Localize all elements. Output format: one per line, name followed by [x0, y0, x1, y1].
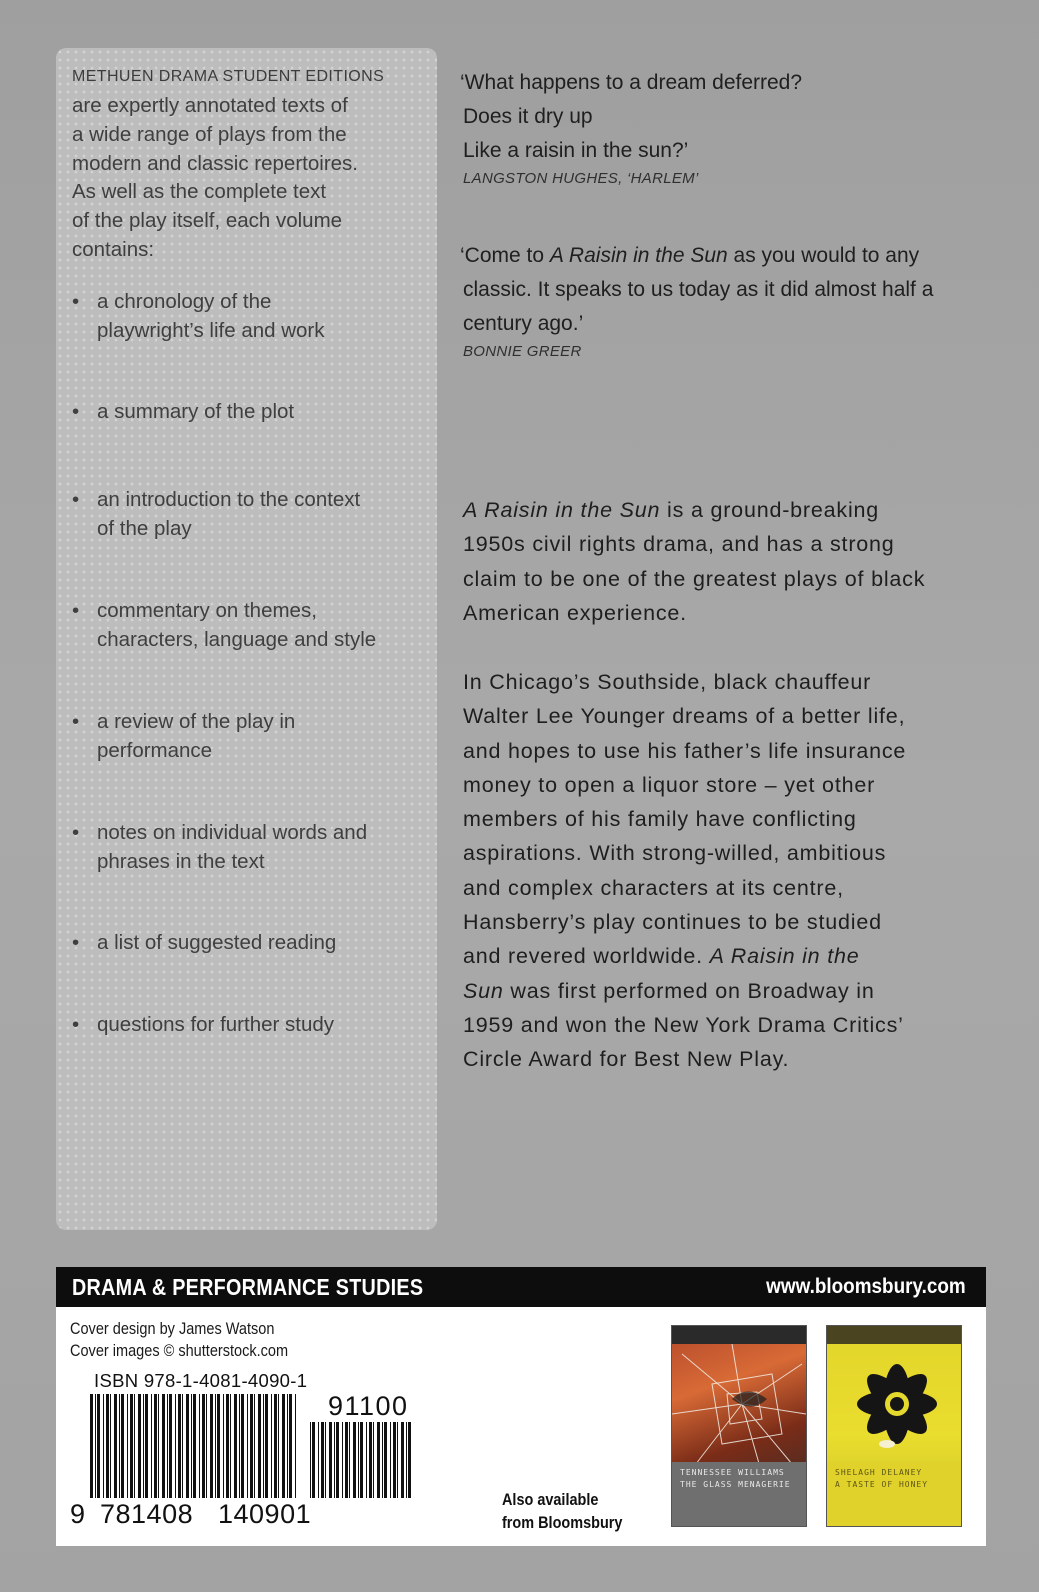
barcode-bar — [408, 1422, 411, 1498]
blurb-line: In Chicago’s Southside, black chauffeur — [463, 670, 872, 694]
barcode-bar — [145, 1394, 148, 1498]
barcode-bar — [178, 1394, 181, 1498]
quote-line: century ago.’ — [463, 312, 584, 335]
barcode-bar — [106, 1394, 109, 1498]
quote-attribution: LANGSTON HUGHES, ‘HARLEM’ — [463, 170, 699, 187]
barcode-bar — [226, 1394, 229, 1498]
blurb-line: Walter Lee Younger dreams of a better life, — [463, 704, 906, 729]
barcode-bar — [263, 1394, 264, 1498]
barcode-bar — [321, 1422, 324, 1498]
thumb-title: THE GLASS MENAGERIE — [680, 1480, 791, 1489]
barcode-bar — [334, 1422, 335, 1498]
blurb-line: aspirations. With strong-willed, ambitious — [463, 841, 887, 866]
thumb-author: TENNESSEE WILLIAMS — [680, 1468, 785, 1477]
barcode-bar — [182, 1394, 183, 1498]
barcode-bar — [175, 1394, 176, 1498]
barcode-bar — [127, 1394, 128, 1498]
barcode-bar — [397, 1422, 398, 1498]
barcode-bar — [377, 1422, 380, 1498]
blurb-intro — [463, 493, 993, 630]
intro-line: are expertly annotated texts of — [72, 94, 348, 117]
barcode-bar — [134, 1394, 135, 1498]
bullet-icon: • — [72, 599, 80, 622]
feature-text: an introduction to the context — [97, 488, 361, 511]
quote-line: ‘What happens to a dream deferred? — [460, 71, 803, 94]
quote-line: Does it dry up — [463, 105, 593, 128]
barcode-bar — [230, 1394, 231, 1498]
barcode-bar — [95, 1394, 96, 1498]
barcode-bar — [258, 1394, 261, 1498]
barcode-bar — [353, 1422, 356, 1498]
related-book-cover — [671, 1325, 807, 1527]
quote-line: Like a raisin in the sun?’ — [463, 139, 689, 162]
bullet-icon: • — [72, 931, 80, 954]
barcode-bar — [271, 1394, 272, 1498]
quote-line: ‘Come to A Raisin in the Sun as you would to any — [460, 244, 920, 267]
blurb-line: A Raisin in the Sun is a ground-breaking — [463, 498, 880, 522]
feature-text: a summary of the plot — [97, 400, 295, 423]
barcode-bar — [265, 1394, 268, 1498]
intro-line: of the play itself, each volume — [72, 209, 343, 233]
feature-text: notes on individual words and — [97, 821, 368, 844]
barcode-digits-left: 781408 — [100, 1499, 194, 1529]
barcode-bar — [254, 1394, 255, 1498]
barcode-bar — [143, 1394, 144, 1498]
barcode-bar — [114, 1394, 117, 1498]
publisher-website: www.bloomsbury.com — [766, 1275, 966, 1298]
feature-text: phrases in the text — [97, 849, 265, 873]
blurb-line: 1959 and won the New York Drama Critics’ — [463, 1012, 904, 1037]
blurb-line: and revered worldwide. A Raisin in the — [463, 944, 860, 969]
barcode-bar — [406, 1422, 407, 1498]
barcode-bar — [342, 1422, 343, 1498]
blurb-line: Sun was first performed on Broadway in — [463, 978, 875, 1003]
barcode-bar — [250, 1394, 253, 1498]
barcode-bar — [390, 1422, 391, 1498]
barcode-bar — [241, 1394, 244, 1498]
hughes-quote — [460, 66, 993, 187]
also-available — [502, 1488, 622, 1534]
barcode-bar — [349, 1422, 350, 1498]
barcode-bar — [345, 1422, 348, 1498]
play-title: A Raisin in the Sun — [463, 498, 661, 522]
feature-text: of the play — [97, 516, 192, 540]
series-heading: METHUEN DRAMA STUDENT EDITIONS — [72, 68, 385, 85]
blurb-line: and hopes to use his father’s life insurance — [463, 738, 907, 763]
bullet-icon: • — [72, 821, 80, 844]
barcode-bar — [215, 1394, 216, 1498]
barcode-bar — [110, 1394, 111, 1498]
price-code: 91100 — [328, 1391, 409, 1421]
barcode-bar — [366, 1422, 367, 1498]
barcode-digits-right: 140901 — [218, 1499, 312, 1529]
category-label: DRAMA & PERFORMANCE STUDIES — [72, 1274, 424, 1300]
barcode-bar — [130, 1394, 133, 1498]
barcode-bar — [325, 1422, 326, 1498]
feature-text: a review of the play in — [97, 710, 296, 733]
barcode-bar — [199, 1394, 200, 1498]
bullet-icon: • — [72, 710, 80, 733]
barcode-bar — [358, 1422, 359, 1498]
quote-attribution: BONNIE GREER — [463, 343, 582, 360]
barcode-bar — [393, 1422, 396, 1498]
barcode-bar — [247, 1394, 248, 1498]
barcode-bar — [234, 1394, 237, 1498]
barcode-bar — [382, 1422, 383, 1498]
feature-text: questions for further study — [97, 1013, 335, 1036]
quote-line: classic. It speaks to us today as it did almost half a — [463, 278, 934, 301]
bullet-icon: • — [72, 488, 80, 511]
feature-text: commentary on themes, — [97, 599, 317, 622]
barcode-bar — [202, 1394, 205, 1498]
intro-line: As well as the complete text — [72, 180, 327, 204]
barcode-bar — [167, 1394, 168, 1498]
barcode-bar — [193, 1394, 196, 1498]
image-credit: Cover images © shutterstock.com — [70, 1342, 289, 1360]
barcode-bar — [289, 1394, 292, 1498]
barcode-bar — [121, 1394, 124, 1498]
barcode-bar — [217, 1394, 220, 1498]
barcode-bar — [154, 1394, 157, 1498]
cover-credits — [70, 1318, 352, 1362]
flower-image — [827, 1344, 961, 1474]
barcode-bar — [282, 1394, 285, 1498]
feature-text: characters, language and style — [97, 627, 377, 651]
barcode-bar — [210, 1394, 213, 1498]
blurb-line: Hansberry’s play continues to be studied — [463, 910, 882, 935]
greer-quote — [460, 239, 1003, 360]
thumb-author: SHELAGH DELANEY — [835, 1468, 923, 1477]
barcode-bar — [239, 1394, 240, 1498]
play-title: A Raisin in the Sun — [549, 244, 728, 267]
barcode-bar — [360, 1422, 363, 1498]
barcode-bar — [191, 1394, 192, 1498]
related-book-cover — [826, 1325, 962, 1527]
feature-text: a chronology of the — [97, 290, 272, 313]
barcode-bar — [138, 1394, 141, 1498]
blurb-synopsis — [463, 665, 993, 1077]
barcode-bar — [119, 1394, 120, 1498]
design-credit: Cover design by James Watson — [70, 1320, 275, 1338]
barcode-bar — [186, 1394, 189, 1498]
barcode-bar — [97, 1394, 100, 1498]
barcode-bar — [90, 1394, 93, 1498]
barcode-bar — [287, 1394, 288, 1498]
barcode-bar — [158, 1394, 159, 1498]
barcode-bar — [151, 1394, 152, 1498]
barcode-bar — [310, 1422, 311, 1498]
barcode-bar — [401, 1422, 404, 1498]
category-band — [56, 1267, 986, 1307]
barcode-bar — [336, 1422, 339, 1498]
intro-line: contains: — [72, 237, 155, 261]
feature-text: a list of suggested reading — [97, 931, 337, 954]
barcode-bar — [169, 1394, 172, 1498]
feature-text: playwright’s life and work — [97, 318, 325, 342]
barcode — [70, 1391, 430, 1534]
play-title: A Raisin in the — [709, 944, 860, 969]
blurb-line: American experience. — [463, 600, 687, 625]
blurb-line: 1950s civil rights drama, and has a strong — [463, 532, 895, 557]
play-title: Sun — [463, 978, 504, 1003]
thumb-title: A TASTE OF HONEY — [835, 1480, 929, 1489]
blurb-line: money to open a liquor store – yet other — [463, 772, 876, 797]
isbn-label: ISBN 978-1-4081-4090-1 — [94, 1370, 308, 1391]
barcode-bar — [162, 1394, 165, 1498]
intro-line: a wide range of plays from the — [72, 122, 347, 146]
series-intro — [72, 92, 432, 265]
blurb-line: members of his family have conflicting — [463, 807, 857, 832]
also-line: from Bloomsbury — [502, 1513, 623, 1532]
blurb-line: claim to be one of the greatest plays of black — [463, 566, 926, 591]
also-line: Also available — [502, 1490, 599, 1509]
barcode-bar — [295, 1394, 296, 1498]
barcode-bar — [369, 1422, 372, 1498]
barcode-bar — [274, 1394, 277, 1498]
bullet-icon: • — [72, 400, 80, 423]
barcode-bar — [206, 1394, 207, 1498]
feature-text: performance — [97, 738, 213, 762]
barcode-bar — [329, 1422, 332, 1498]
barcode-bar — [223, 1394, 224, 1498]
shattered-glass-image — [672, 1344, 806, 1474]
barcode-bar — [373, 1422, 374, 1498]
bullet-icon: • — [72, 290, 80, 313]
barcode-digit-first: 9 — [70, 1499, 86, 1529]
barcode-bar — [103, 1394, 104, 1498]
blurb-line: and complex characters at its centre, — [463, 875, 844, 900]
blurb-line: Circle Award for Best New Play. — [463, 1047, 790, 1072]
barcode-bar — [318, 1422, 319, 1498]
barcode-bar — [278, 1394, 279, 1498]
bullet-icon: • — [72, 1013, 80, 1036]
barcode-bar — [312, 1422, 315, 1498]
intro-line: modern and classic repertoires. — [72, 151, 358, 175]
barcode-bar — [384, 1422, 387, 1498]
